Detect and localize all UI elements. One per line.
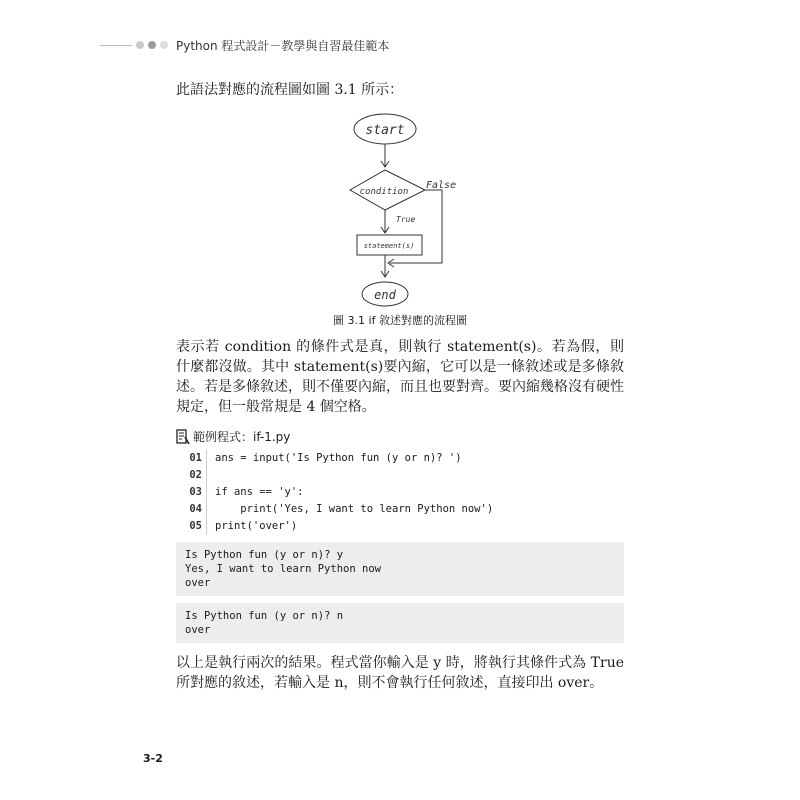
code-text [207,467,215,484]
output-line: over [185,624,211,636]
end-label: end [374,288,396,302]
output-line: Is Python fun (y or n)? n [185,610,344,622]
true-label: True [396,215,416,224]
line-number: 04 [176,501,207,518]
code-text: if ans == 'y': [215,486,304,498]
program-output-1 [176,542,624,596]
code-line [176,501,624,518]
code-line [176,467,624,484]
output-line: Yes, I want to learn Python now [185,563,381,575]
start-label: start [365,123,405,138]
line-number: 01 [176,450,207,467]
figure-caption: 圖 3.1 if 敘述對應的流程圖 [333,314,467,327]
header-dot [148,41,156,49]
program-output-2 [176,603,624,643]
output-line: Is Python fun (y or n)? y [185,549,344,561]
header-dot [160,41,168,49]
header-dot [136,41,144,49]
code-line [176,450,624,467]
code-line [176,484,624,501]
example-title [176,428,290,445]
line-number: 02 [176,467,207,484]
example-title-text: 範例程式：if-1.py [193,430,291,444]
book-title: Python 程式設計－教學與自習最佳範本 [176,38,390,53]
line-number: 03 [176,484,207,501]
code-text: ans = input('Is Python fun (y or n)? ') [215,452,462,464]
false-label: False [426,180,457,191]
running-header [100,36,389,54]
condition-label: condition [359,187,409,197]
intro-paragraph: 此語法對應的流程圖如圖 3.1 所示： [176,82,404,98]
page-number: 3-2 [143,752,163,765]
if-flowchart [340,108,465,308]
code-listing [176,450,624,535]
output-line: over [185,577,211,589]
code-file-icon [176,429,190,445]
statement-label: statement(s) [363,242,415,250]
code-line [176,518,624,535]
header-rule [100,45,132,46]
line-number: 05 [176,518,207,535]
explanation-paragraph: 表示若 condition 的條件式是真，則執行 statement(s)。若為假，則什麼都沒做。其中 statement(s)要內縮，它可以是一條敘述或是多條敘述。若是多條敘述，則不僅要內縮，而且也要對齊。要內縮幾格沒有硬性規定，但一般常規是 4 個空格。 [176,339,624,415]
result-paragraph: 以上是執行兩次的結果。程式當你輸入是 y 時，將執行其條件式為 True 所對應的敘述，若輸入是 n，則不會執行任何敘述，直接印出 over。 [176,655,624,691]
code-text: print('Yes, I want to learn Python now') [215,503,494,515]
code-text: print('over') [215,520,298,532]
